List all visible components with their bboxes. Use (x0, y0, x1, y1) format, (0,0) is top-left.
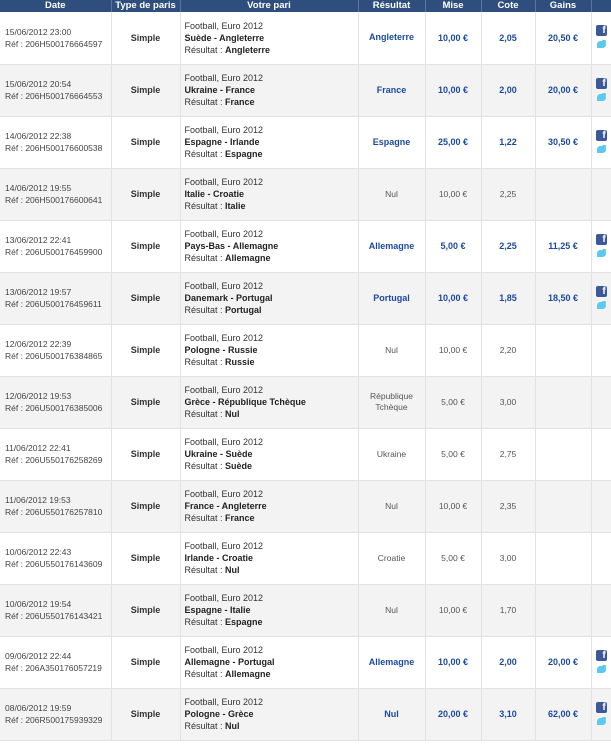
ref-value: 206H500176664597 (25, 38, 103, 49)
ref-prefix: Réf : (5, 247, 26, 257)
bet-pick: Nul (358, 324, 425, 376)
ref-value: 206U500176385006 (25, 403, 103, 413)
ref-value: 206R500175939329 (25, 715, 103, 725)
result-value: Nul (225, 721, 240, 731)
bet-match-result (185, 512, 358, 524)
bet-match: France - Angleterre (184, 501, 267, 511)
bet-pick: Croatie (358, 532, 425, 584)
bet-date: 11/06/2012 19:53 (5, 495, 71, 505)
share-cell (591, 480, 611, 532)
bet-date-cell (0, 168, 111, 220)
result-prefix: Résultat : (184, 357, 226, 367)
twitter-icon[interactable] (596, 248, 607, 259)
bet-odds: 2,25 (481, 168, 535, 220)
bet-gain: 20,50 € (535, 12, 591, 64)
bet-details (180, 584, 358, 636)
result-value: France (225, 513, 255, 523)
twitter-icon[interactable] (596, 300, 607, 311)
bet-stake: 10,00 € (425, 64, 481, 116)
ref-prefix: Réf : (5, 351, 26, 361)
bet-gain: 20,00 € (535, 64, 591, 116)
facebook-icon[interactable]: f (596, 702, 607, 713)
twitter-icon[interactable] (596, 664, 607, 675)
share-cell (591, 532, 611, 584)
bet-gain: 11,25 € (535, 220, 591, 272)
table-row (0, 532, 611, 584)
bet-ref (5, 402, 111, 414)
twitter-icon[interactable] (596, 92, 607, 103)
share-cell (591, 12, 611, 64)
bet-date: 10/06/2012 19:54 (5, 599, 72, 609)
bet-competition: Football, Euro 2012 (184, 645, 264, 655)
share-links (595, 702, 607, 727)
table-row (0, 428, 611, 480)
bet-competition: Football, Euro 2012 (184, 20, 264, 31)
table-row (0, 116, 611, 168)
result-value: Allemagne (225, 669, 271, 679)
share-links (595, 650, 607, 675)
bet-date-cell (0, 636, 111, 688)
ref-value: 206H500176664553 (25, 91, 103, 101)
bet-match: Danemark - Portugal (184, 293, 273, 303)
header-odds: Cote (481, 0, 535, 12)
bet-odds: 2,25 (481, 220, 535, 272)
bet-date: 13/06/2012 19:57 (5, 287, 72, 297)
ref-prefix: Réf : (5, 195, 26, 205)
bet-gain (535, 532, 591, 584)
ref-value: 206U500176384865 (25, 351, 103, 361)
bet-stake: 10,00 € (425, 12, 481, 64)
ref-prefix: Réf : (5, 299, 26, 309)
bet-pick: Angleterre (358, 12, 425, 64)
facebook-icon[interactable]: f (596, 286, 607, 297)
bet-date-cell (0, 272, 111, 324)
result-value: France (225, 97, 255, 107)
result-prefix: Résultat : (184, 201, 226, 211)
result-prefix: Résultat : (184, 669, 226, 679)
bet-match: Allemagne - Portugal (184, 657, 275, 667)
bet-details (180, 376, 358, 428)
result-value: Nul (225, 565, 240, 575)
bet-competition: Football, Euro 2012 (184, 125, 264, 135)
bet-details (180, 636, 358, 688)
bet-match-result (185, 616, 358, 628)
bet-ref (5, 610, 111, 622)
facebook-icon[interactable]: f (596, 130, 607, 141)
table-row (0, 12, 611, 64)
bet-match-result (185, 356, 358, 368)
bet-pick: Nul (358, 688, 425, 740)
bet-match: Suède - Angleterre (184, 32, 265, 43)
ref-prefix: Réf : (5, 663, 26, 673)
bet-type: Simple (111, 116, 180, 168)
bet-stake: 5,00 € (425, 376, 481, 428)
bet-details (180, 64, 358, 116)
bet-date-cell (0, 220, 111, 272)
facebook-icon[interactable]: f (596, 234, 607, 245)
share-cell (591, 272, 611, 324)
result-value: Suède (225, 461, 253, 471)
facebook-icon[interactable]: f (596, 25, 607, 36)
bet-type: Simple (111, 584, 180, 636)
bet-details (180, 116, 358, 168)
bet-odds: 2,75 (481, 428, 535, 480)
bet-date: 11/06/2012 22:41 (5, 443, 71, 453)
bet-type: Simple (111, 272, 180, 324)
header-type: Type de paris (111, 0, 180, 12)
bet-match: Ukraine - France (184, 85, 256, 95)
bet-date-cell (0, 116, 111, 168)
share-cell (591, 64, 611, 116)
ref-prefix: Réf : (5, 403, 26, 413)
bet-ref (5, 662, 111, 674)
result-value: Allemagne (225, 253, 271, 263)
bet-odds: 1,22 (481, 116, 535, 168)
bet-odds: 2,20 (481, 324, 535, 376)
bet-competition: Football, Euro 2012 (184, 385, 264, 395)
bet-odds: 2,00 (481, 636, 535, 688)
table-row (0, 324, 611, 376)
result-value: Nul (225, 409, 240, 419)
bet-ref (5, 90, 111, 102)
bet-date-cell (0, 480, 111, 532)
bet-odds: 1,70 (481, 584, 535, 636)
bet-competition: Football, Euro 2012 (184, 437, 264, 447)
result-prefix: Résultat : (184, 409, 226, 419)
bet-date-cell (0, 324, 111, 376)
bet-stake: 5,00 € (425, 428, 481, 480)
bet-pick: Nul (358, 168, 425, 220)
bet-gain (535, 324, 591, 376)
bet-pick: Allemagne (358, 220, 425, 272)
bet-match: Ukraine - Suède (184, 449, 253, 459)
bet-match: Pologne - Russie (184, 345, 258, 355)
share-cell (591, 688, 611, 740)
bet-pick: Portugal (358, 272, 425, 324)
bet-date: 12/06/2012 19:53 (5, 391, 72, 401)
ref-prefix: Réf : (5, 143, 26, 153)
bet-type: Simple (111, 324, 180, 376)
bet-type: Simple (111, 532, 180, 584)
result-prefix: Résultat : (184, 253, 226, 263)
header-result: Résultat (358, 0, 425, 12)
ref-prefix: Réf : (5, 38, 26, 49)
bet-details (180, 272, 358, 324)
result-prefix: Résultat : (184, 617, 226, 627)
bet-pick: Nul (358, 584, 425, 636)
bet-date: 14/06/2012 19:55 (5, 183, 72, 193)
bet-pick: France (358, 64, 425, 116)
bet-match: Pays-Bas - Allemagne (184, 241, 279, 251)
bet-date-cell (0, 64, 111, 116)
bet-gain: 62,00 € (535, 688, 591, 740)
result-value: Angleterre (225, 44, 271, 55)
bet-date-cell (0, 12, 111, 64)
bet-date: 08/06/2012 19:59 (5, 703, 72, 713)
bet-date-cell (0, 428, 111, 480)
table-row (0, 272, 611, 324)
result-prefix: Résultat : (184, 721, 226, 731)
ref-value: 206H500176600641 (25, 195, 103, 205)
bet-gain (535, 168, 591, 220)
bet-ref (5, 142, 111, 154)
bet-ref (5, 714, 111, 726)
share-links (595, 78, 607, 103)
result-prefix: Résultat : (184, 461, 226, 471)
bet-match-result (185, 720, 358, 732)
bet-odds: 2,00 (481, 64, 535, 116)
ref-value: 206U550176143421 (25, 611, 103, 621)
bet-match-result (185, 96, 358, 108)
bet-type: Simple (111, 376, 180, 428)
bet-details (180, 324, 358, 376)
header-stake: Mise (425, 0, 481, 12)
bet-ref (5, 506, 111, 518)
bet-details (180, 428, 358, 480)
bet-pick: République Tchèque (358, 376, 425, 428)
facebook-icon[interactable]: f (596, 78, 607, 89)
bet-match-result (185, 408, 358, 420)
bet-competition: Football, Euro 2012 (184, 73, 264, 83)
bet-match: Espagne - Irlande (184, 137, 260, 147)
bet-match-result (185, 564, 358, 576)
ref-value: 206U550176143609 (25, 559, 103, 569)
bet-stake: 10,00 € (425, 272, 481, 324)
ref-value: 206U500176459611 (25, 299, 102, 309)
bet-details (180, 12, 358, 64)
bet-date-cell (0, 688, 111, 740)
bet-competition: Football, Euro 2012 (184, 177, 264, 187)
bet-stake: 5,00 € (425, 532, 481, 584)
bet-odds: 2,35 (481, 480, 535, 532)
bet-match: Italie - Croatie (184, 189, 245, 199)
bet-stake: 25,00 € (425, 116, 481, 168)
bet-competition: Football, Euro 2012 (184, 281, 264, 291)
header-bet: Votre pari (180, 0, 358, 12)
table-row (0, 480, 611, 532)
bet-gain (535, 584, 591, 636)
bet-ref (5, 558, 111, 570)
ref-value: 206A350176057219 (25, 663, 102, 673)
table-row (0, 220, 611, 272)
bet-gain (535, 428, 591, 480)
header-date: Date (0, 0, 111, 12)
bet-date: 15/06/2012 23:00 (5, 26, 72, 37)
bet-ref (5, 194, 111, 206)
bet-gain (535, 480, 591, 532)
ref-prefix: Réf : (5, 715, 26, 725)
bet-stake: 20,00 € (425, 688, 481, 740)
ref-prefix: Réf : (5, 559, 26, 569)
ref-value: 206H500176600538 (25, 143, 103, 153)
bet-match-result (185, 148, 358, 160)
share-cell (591, 168, 611, 220)
bet-odds: 3,00 (481, 532, 535, 584)
bet-competition: Football, Euro 2012 (184, 489, 264, 499)
bet-odds: 1,85 (481, 272, 535, 324)
bet-pick: Nul (358, 480, 425, 532)
result-value: Italie (225, 201, 246, 211)
bet-gain: 18,50 € (535, 272, 591, 324)
ref-value: 206U550176257810 (25, 507, 103, 517)
bet-odds: 3,10 (481, 688, 535, 740)
bet-match-result (185, 304, 358, 316)
bet-date: 14/06/2012 22:38 (5, 131, 72, 141)
result-value: Espagne (225, 149, 263, 159)
table-row (0, 168, 611, 220)
ref-value: 206U550176258269 (25, 455, 103, 465)
bet-match: Espagne - Italie (184, 605, 251, 615)
ref-prefix: Réf : (5, 91, 26, 101)
share-cell (591, 116, 611, 168)
bet-stake: 10,00 € (425, 168, 481, 220)
result-prefix: Résultat : (184, 513, 226, 523)
bet-match-result (185, 200, 358, 212)
bet-type: Simple (111, 64, 180, 116)
twitter-icon[interactable] (596, 144, 607, 155)
bet-gain (535, 376, 591, 428)
table-header-row (0, 0, 611, 12)
bet-match-result (185, 44, 358, 56)
table-row (0, 584, 611, 636)
table-row (0, 376, 611, 428)
bet-stake: 10,00 € (425, 636, 481, 688)
result-prefix: Résultat : (184, 44, 226, 55)
bet-details (180, 532, 358, 584)
bet-date-cell (0, 584, 111, 636)
bet-pick: Espagne (358, 116, 425, 168)
bet-type: Simple (111, 636, 180, 688)
bet-ref (5, 298, 111, 310)
bet-pick: Ukraine (358, 428, 425, 480)
bet-competition: Football, Euro 2012 (184, 697, 264, 707)
bet-stake: 10,00 € (425, 324, 481, 376)
bet-date: 13/06/2012 22:41 (5, 235, 72, 245)
bet-competition: Football, Euro 2012 (184, 541, 264, 551)
table-row (0, 64, 611, 116)
result-prefix: Résultat : (184, 97, 226, 107)
share-cell (591, 376, 611, 428)
bet-competition: Football, Euro 2012 (184, 593, 264, 603)
bet-details (180, 480, 358, 532)
bet-pick: Allemagne (358, 636, 425, 688)
header-gains: Gains (535, 0, 591, 12)
ref-value: 206U500176459900 (25, 247, 103, 257)
share-links (595, 130, 607, 155)
result-value: Russie (225, 357, 255, 367)
bet-type: Simple (111, 480, 180, 532)
bet-details (180, 168, 358, 220)
bet-ref (5, 38, 111, 50)
result-value: Espagne (225, 617, 263, 627)
bet-type: Simple (111, 168, 180, 220)
bet-gain: 20,00 € (535, 636, 591, 688)
bet-stake: 5,00 € (425, 220, 481, 272)
ref-prefix: Réf : (5, 611, 26, 621)
share-links (595, 286, 607, 311)
bet-competition: Football, Euro 2012 (184, 229, 264, 239)
bet-odds: 3,00 (481, 376, 535, 428)
share-cell (591, 428, 611, 480)
bet-date: 12/06/2012 22:39 (5, 339, 72, 349)
bet-type: Simple (111, 428, 180, 480)
result-prefix: Résultat : (184, 565, 226, 575)
bet-date: 09/06/2012 22:44 (5, 651, 72, 661)
share-cell (591, 584, 611, 636)
ref-prefix: Réf : (5, 507, 26, 517)
share-links (595, 234, 607, 259)
bet-details (180, 688, 358, 740)
bet-details (180, 220, 358, 272)
bet-match: Grèce - République Tchèque (184, 397, 306, 407)
bet-match: Irlande - Croatie (184, 553, 254, 563)
bet-stake: 10,00 € (425, 584, 481, 636)
twitter-icon[interactable] (596, 39, 607, 50)
twitter-icon[interactable] (596, 716, 607, 727)
share-cell (591, 220, 611, 272)
bet-odds: 2,05 (481, 12, 535, 64)
bet-match: Pologne - Grèce (184, 709, 254, 719)
table-row (0, 688, 611, 740)
bet-competition: Football, Euro 2012 (184, 333, 264, 343)
bet-ref (5, 246, 111, 258)
facebook-icon[interactable]: f (596, 650, 607, 661)
bet-date-cell (0, 376, 111, 428)
bet-type: Simple (111, 688, 180, 740)
bet-gain: 30,50 € (535, 116, 591, 168)
bet-date: 15/06/2012 20:54 (5, 79, 72, 89)
bets-rows (0, 12, 611, 740)
bet-ref (5, 350, 111, 362)
bet-date-cell (0, 532, 111, 584)
share-cell (591, 636, 611, 688)
bet-match-result (185, 460, 358, 472)
bet-match-result (185, 668, 358, 680)
ref-prefix: Réf : (5, 455, 26, 465)
bet-stake: 10,00 € (425, 480, 481, 532)
bet-type: Simple (111, 220, 180, 272)
bet-match-result (185, 252, 358, 264)
result-value: Portugal (225, 305, 262, 315)
share-cell (591, 324, 611, 376)
table-row (0, 636, 611, 688)
bet-date: 10/06/2012 22:43 (5, 547, 72, 557)
bet-type: Simple (111, 12, 180, 64)
header-share (591, 0, 611, 12)
result-prefix: Résultat : (184, 149, 226, 159)
share-links (595, 25, 607, 50)
bet-ref (5, 454, 111, 466)
result-prefix: Résultat : (184, 305, 226, 315)
